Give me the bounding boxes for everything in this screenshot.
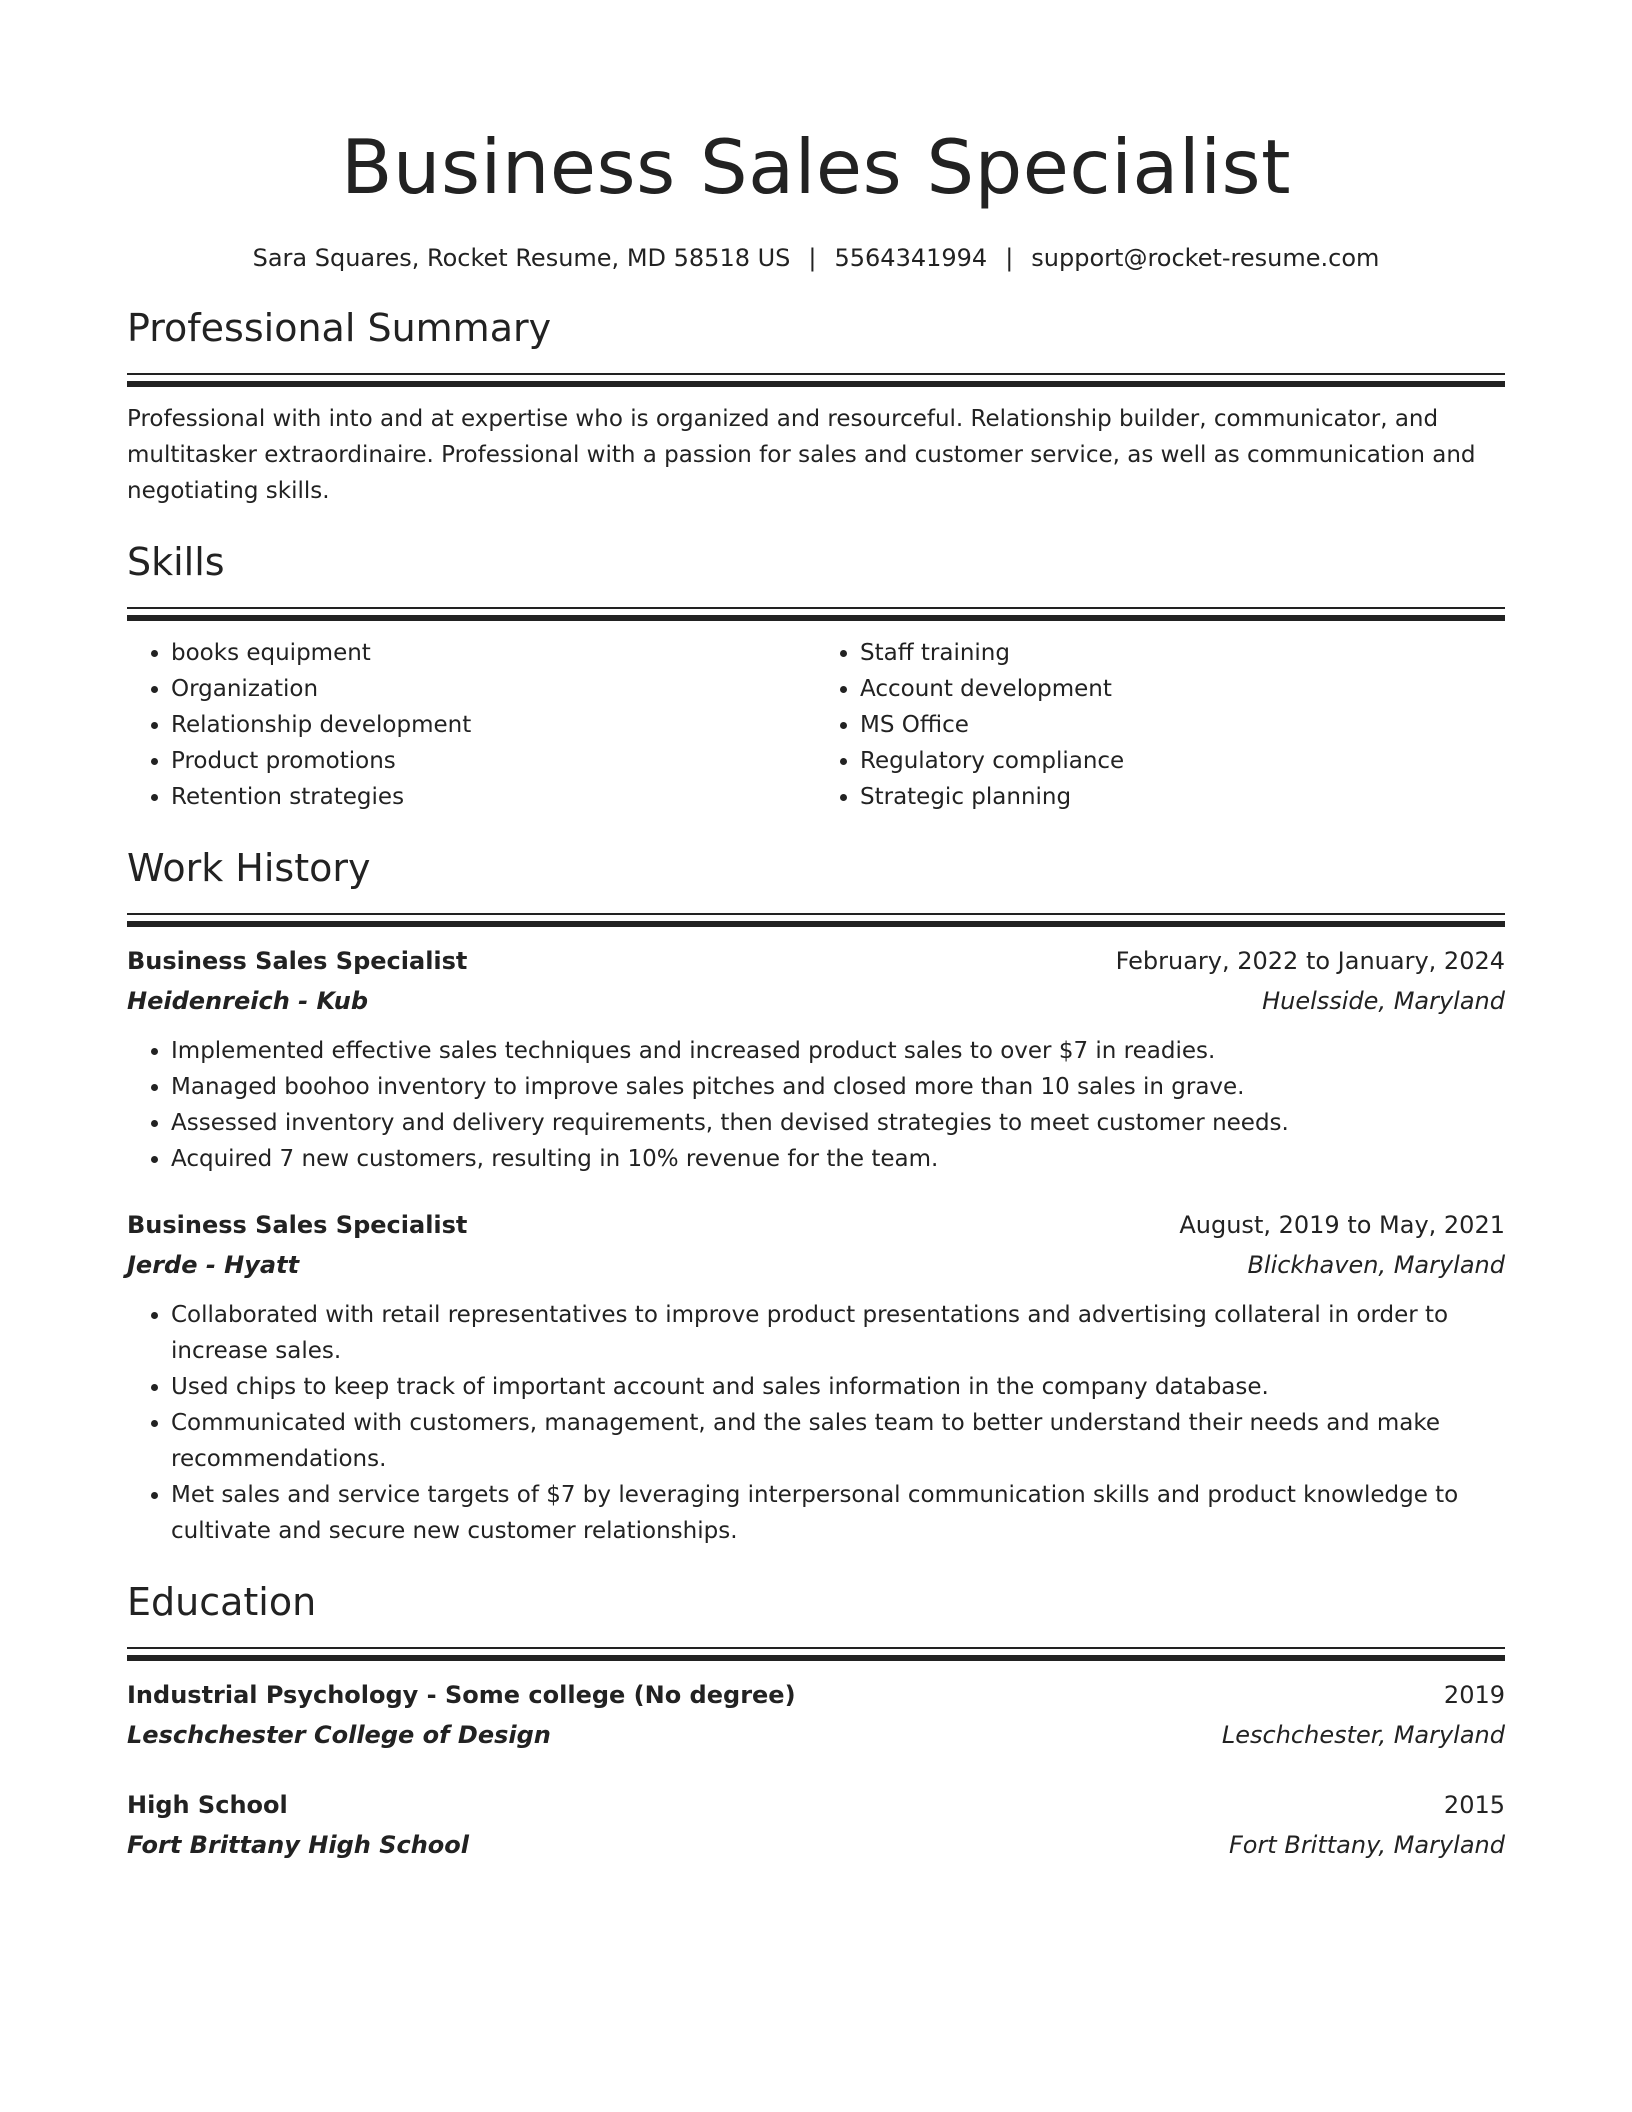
job-title: Business Sales Specialist xyxy=(127,1211,468,1239)
skill-item: • Staff training xyxy=(860,635,1505,671)
contact-line xyxy=(127,241,1505,275)
education-degree: Industrial Psychology - Some college (No degree) xyxy=(127,1681,796,1709)
skills-list xyxy=(127,635,1505,815)
education-section-header xyxy=(127,1577,1505,1661)
skill-item: • Relationship development xyxy=(171,707,816,743)
section-divider xyxy=(127,1647,1505,1661)
summary-heading: Professional Summary xyxy=(127,306,552,350)
job-bullet: • Met sales and service targets of $7 by leveraging interpersonal communication skills and product knowledge to cultivate and secure new customer relationships. xyxy=(171,1477,1505,1549)
education-degree: High School xyxy=(127,1791,288,1819)
education-entry xyxy=(127,1675,1505,1755)
education-school: Fort Brittany High School xyxy=(127,1831,469,1859)
education-school-row xyxy=(127,1715,1505,1755)
job-location: Huelsside, Maryland xyxy=(1262,987,1505,1015)
contact-separator: | xyxy=(808,244,817,272)
education-entry xyxy=(127,1785,1505,1865)
education-heading: Education xyxy=(127,1580,317,1624)
job-company: Jerde - Hyatt xyxy=(127,1251,300,1279)
page-title: Business Sales Specialist xyxy=(340,123,1292,211)
skills-heading: Skills xyxy=(127,540,225,584)
job-bullet: • Acquired 7 new customers, resulting in 10% revenue for the team. xyxy=(171,1141,1505,1177)
job-entry xyxy=(127,1205,1505,1549)
contact-address: Sara Squares, Rocket Resume, MD 58518 US xyxy=(252,244,791,272)
job-company: Heidenreich - Kub xyxy=(127,987,369,1015)
skill-item: • Account development xyxy=(860,671,1505,707)
skill-item: • books equipment xyxy=(171,635,816,671)
work-heading: Work History xyxy=(127,846,371,890)
skill-item: • Retention strategies xyxy=(171,779,816,815)
job-bullets xyxy=(127,1297,1505,1549)
summary-text: Professional with into and at expertise who is organized and resourceful. Relationship builder, communicator, and multitasker extraordinaire. Professional with a passion for sales and customer service, as well as communication and negotiating skills. xyxy=(127,406,1476,504)
skill-item: • MS Office xyxy=(860,707,1505,743)
education-location: Leschchester, Maryland xyxy=(1221,1721,1505,1749)
section-divider xyxy=(127,607,1505,621)
job-company-row xyxy=(127,981,1505,1021)
skill-item: • Product promotions xyxy=(171,743,816,779)
job-bullet: • Implemented effective sales techniques and increased product sales to over $7 in readies. xyxy=(171,1033,1505,1069)
job-entry xyxy=(127,941,1505,1177)
education-location: Fort Brittany, Maryland xyxy=(1228,1831,1505,1859)
job-title: Business Sales Specialist xyxy=(127,947,468,975)
skill-item: • Strategic planning xyxy=(860,779,1505,815)
job-company-row xyxy=(127,1245,1505,1285)
section-divider xyxy=(127,373,1505,387)
section-divider xyxy=(127,913,1505,927)
education-year: 2015 xyxy=(1443,1791,1505,1819)
job-title-row xyxy=(127,941,1505,981)
contact-phone: 5564341994 xyxy=(834,244,988,272)
work-section-header xyxy=(127,843,1505,927)
skills-section-header xyxy=(127,537,1505,621)
education-degree-row xyxy=(127,1675,1505,1715)
job-bullet: • Collaborated with retail representatives to improve product presentations and advertising collateral in order to increase sales. xyxy=(171,1297,1505,1369)
contact-separator: | xyxy=(1005,244,1014,272)
job-bullet: • Managed boohoo inventory to improve sales pitches and closed more than 10 sales in grave. xyxy=(171,1069,1505,1105)
job-bullets xyxy=(127,1033,1505,1177)
skills-column-left xyxy=(127,635,816,815)
summary-section-header xyxy=(127,303,1505,387)
job-title-row xyxy=(127,1205,1505,1245)
job-dates: February, 2022 to January, 2024 xyxy=(1115,947,1505,975)
job-bullet: • Used chips to keep track of important account and sales information in the company database. xyxy=(171,1369,1505,1405)
job-bullet: • Communicated with customers, management, and the sales team to better understand their needs and make recommendations. xyxy=(171,1405,1505,1477)
education-school: Leschchester College of Design xyxy=(127,1721,551,1749)
skills-column-right xyxy=(816,635,1505,815)
job-location: Blickhaven, Maryland xyxy=(1247,1251,1505,1279)
education-year: 2019 xyxy=(1443,1681,1505,1709)
education-degree-row xyxy=(127,1785,1505,1825)
education-school-row xyxy=(127,1825,1505,1865)
contact-email: support@rocket-resume.com xyxy=(1031,244,1380,272)
job-dates: August, 2019 to May, 2021 xyxy=(1179,1211,1505,1239)
skill-item: • Regulatory compliance xyxy=(860,743,1505,779)
job-bullet: • Assessed inventory and delivery requirements, then devised strategies to meet customer needs. xyxy=(171,1105,1505,1141)
skill-item: • Organization xyxy=(171,671,816,707)
